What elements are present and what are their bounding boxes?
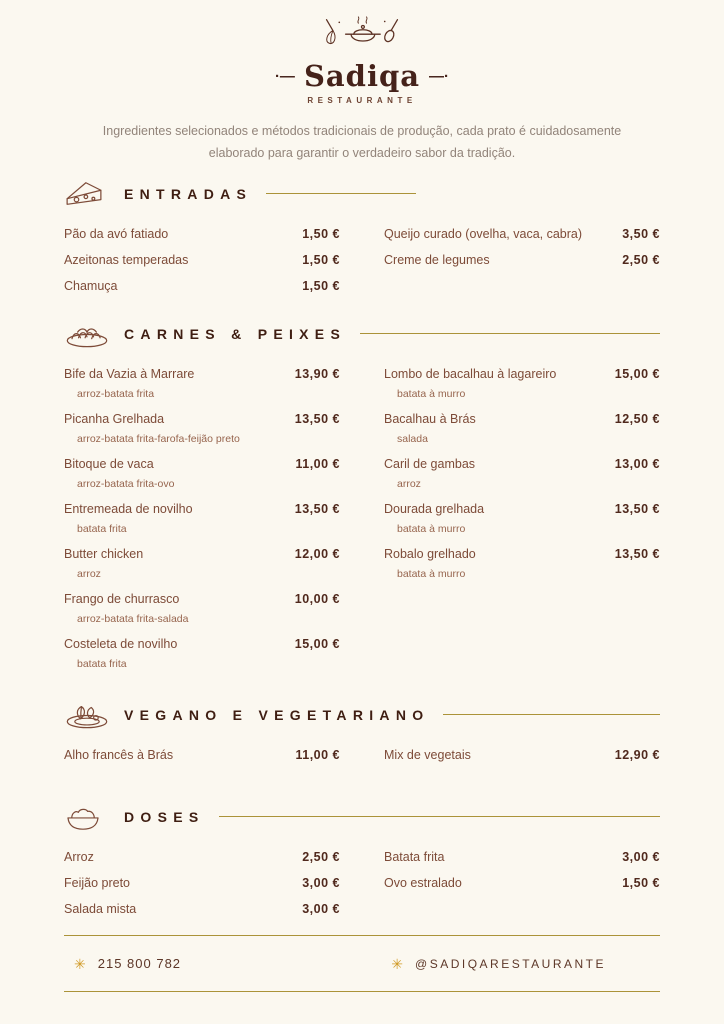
menu-item-name: Lombo de bacalhau à lagareiro (384, 366, 557, 381)
menu-item-description: batata à murro (397, 387, 466, 400)
section-header (64, 802, 660, 832)
menu-item-name: Queijo curado (ovelha, vaca, cabra) (384, 226, 583, 241)
menu-item-row (384, 876, 660, 890)
menu-item-price: 13,90 € (294, 366, 340, 381)
menu-item-name: Mix de vegetais (384, 747, 471, 762)
menu-item-row (384, 850, 660, 864)
menu-column-left (64, 227, 340, 305)
header (64, 14, 660, 165)
menu-item-name: Batata frita (384, 849, 445, 864)
section-columns (64, 748, 660, 774)
tagline: Ingredientes selecionados e métodos tradicionais de produção, cada prato é cuidadosamente elaborado para garantir o verdadeiro sabor da tradição. (102, 124, 622, 160)
menu-item-price: 13,50 € (614, 501, 660, 516)
menu-item-row (64, 367, 340, 381)
menu-item-price: 12,90 € (614, 747, 660, 762)
menu-item-description: arroz-batata frita-farofa-feijão preto (77, 432, 240, 445)
menu-item-name: Costeleta de novilho (64, 636, 178, 651)
menu-item (64, 412, 340, 445)
section-header (64, 179, 660, 209)
section-header (64, 319, 660, 349)
menu-item-price: 11,00 € (295, 456, 340, 471)
menu-item-price: 1,50 € (302, 226, 340, 241)
menu-item-price: 12,00 € (294, 546, 340, 561)
menu-item-description: arroz (77, 567, 101, 580)
instagram-handle (391, 957, 652, 971)
section-columns (64, 367, 660, 682)
menu-item-price: 3,00 € (622, 849, 660, 864)
menu-column-left (64, 748, 340, 774)
menu-section (64, 319, 660, 682)
menu-column-right (384, 227, 660, 305)
section-title: DOSES (124, 808, 205, 825)
menu-item-row (384, 412, 660, 426)
menu-item-description: salada (397, 432, 428, 445)
menu-item-description: batata à murro (397, 522, 466, 535)
menu-item-row (384, 367, 660, 381)
menu-section (64, 700, 660, 774)
menu-item-name: Creme de legumes (384, 252, 490, 267)
menu-item-name: Entremeada de novilho (64, 501, 193, 516)
logo-icon (64, 14, 660, 58)
menu-item (384, 227, 660, 241)
menu-section (64, 179, 660, 305)
footer (64, 935, 660, 992)
menu-item (64, 253, 340, 267)
rice-bowl-icon (64, 802, 112, 832)
section-title: ENTRADAS (124, 185, 253, 202)
menu-column-left (64, 367, 340, 682)
menu-item (64, 457, 340, 490)
menu-item-description: arroz-batata frita-ovo (77, 477, 175, 490)
menu-item (64, 748, 340, 762)
menu-column-left (64, 850, 340, 928)
menu-item-name: Feijão preto (64, 875, 131, 890)
social-handle-text: @SADIQARESTAURANTE (415, 956, 606, 971)
menu-item-row (64, 748, 340, 762)
menu-item-description: arroz (397, 477, 421, 490)
menu-item (64, 902, 340, 916)
menu-item-description: batata frita (77, 657, 127, 670)
section-divider (266, 193, 416, 194)
menu-sections (64, 179, 660, 928)
menu-item-price: 13,50 € (294, 501, 340, 516)
brand-name: Sadiqa (303, 59, 421, 93)
menu-item-price: 13,50 € (294, 411, 340, 426)
menu-item (384, 253, 660, 267)
menu-item (384, 457, 660, 490)
menu-item-price: 13,00 € (614, 456, 660, 471)
menu-item-row (384, 457, 660, 471)
section-divider (360, 333, 660, 334)
menu-item-name: Picanha Grelhada (64, 411, 165, 426)
menu-item-description: batata frita (77, 522, 127, 535)
menu-item-price: 15,00 € (614, 366, 660, 381)
menu-item-row (64, 502, 340, 516)
menu-item-name: Frango de churrasco (64, 591, 180, 606)
menu-item-name: Dourada grelhada (384, 501, 485, 516)
menu-item-price: 12,50 € (614, 411, 660, 426)
menu-item-name: Alho francês à Brás (64, 747, 174, 762)
veggie-plate-icon (64, 700, 112, 730)
menu-item-description: arroz-batata frita (77, 387, 155, 400)
menu-item-row (64, 227, 340, 241)
menu-item-price: 3,00 € (302, 875, 340, 890)
menu-item-price: 1,50 € (302, 278, 340, 293)
menu-item (384, 367, 660, 400)
menu-item-row (384, 748, 660, 762)
section-columns (64, 850, 660, 928)
menu-item-row (64, 876, 340, 890)
menu-item-name: Arroz (64, 849, 94, 864)
menu-item-name: Salada mista (64, 901, 137, 916)
menu-item-price: 3,00 € (302, 901, 340, 916)
menu-item-row (64, 412, 340, 426)
menu-item-name: Bife da Vazia à Marrare (64, 366, 195, 381)
menu-item-price: 11,00 € (295, 747, 340, 762)
menu-item (64, 367, 340, 400)
section-header (64, 700, 660, 730)
menu-item-row (64, 279, 340, 293)
menu-item-row (64, 902, 340, 916)
menu-item (64, 279, 340, 293)
menu-item-price: 1,50 € (622, 875, 660, 890)
menu-item-price: 10,00 € (294, 591, 340, 606)
menu-item (384, 876, 660, 890)
menu-item-row (384, 547, 660, 561)
menu-item (64, 637, 340, 670)
menu-item-row (384, 253, 660, 267)
menu-item-name: Robalo grelhado (384, 546, 476, 561)
section-title: CARNES & PEIXES (124, 325, 347, 342)
cheese-icon (64, 179, 112, 209)
menu-item-row (384, 502, 660, 516)
menu-item (64, 850, 340, 864)
menu-item-row (64, 637, 340, 651)
menu-item-name: Pão da avó fatiado (64, 226, 169, 241)
menu-item-name: Butter chicken (64, 546, 144, 561)
menu-item (384, 412, 660, 445)
menu-item-row (64, 850, 340, 864)
brand-flourish-right: —· (429, 67, 450, 85)
menu-item-description: arroz-batata frita-salada (77, 612, 189, 625)
menu-item-price: 2,50 € (302, 849, 340, 864)
brand-flourish-left: ·— (274, 67, 295, 85)
menu-item (64, 547, 340, 580)
brand-row (64, 59, 660, 93)
menu-item-price: 15,00 € (294, 636, 340, 651)
brand-subtitle: RESTAURANTE (307, 96, 417, 105)
menu-item (64, 227, 340, 241)
menu-item-name: Bitoque de vaca (64, 456, 154, 471)
menu-item (64, 502, 340, 535)
menu-item (384, 547, 660, 580)
phone-contact (74, 956, 181, 971)
menu-item-name: Azeitonas temperadas (64, 252, 189, 267)
section-title: VEGANO E VEGETARIANO (124, 706, 430, 723)
menu-column-right (384, 850, 660, 928)
menu-item-row (64, 457, 340, 471)
menu-item-row (64, 592, 340, 606)
menu-item-price: 3,50 € (622, 226, 660, 241)
section-divider (443, 714, 660, 715)
star-icon: ✳ (391, 955, 404, 972)
menu-item-price: 1,50 € (302, 252, 340, 267)
section-columns (64, 227, 660, 305)
menu-item (384, 502, 660, 535)
menu-item (64, 876, 340, 890)
menu-item (64, 592, 340, 625)
menu-item-name: Chamuça (64, 278, 118, 293)
menu-item-name: Ovo estralado (384, 875, 462, 890)
menu-column-right (384, 748, 660, 774)
menu-item-price: 13,50 € (614, 546, 660, 561)
menu-section (64, 802, 660, 928)
menu-item-description: batata à murro (397, 567, 466, 580)
spaghetti-plate-icon (64, 319, 112, 349)
phone-number: 215 800 782 (97, 956, 182, 971)
menu-item-row (64, 547, 340, 561)
menu-item-name: Bacalhau à Brás (384, 411, 476, 426)
menu-item-name: Caril de gambas (384, 456, 476, 471)
menu-item (384, 850, 660, 864)
menu-item-row (64, 253, 340, 267)
menu-item-row (384, 227, 660, 241)
section-divider (219, 816, 660, 817)
menu-column-right (384, 367, 660, 682)
menu-item (384, 748, 660, 762)
star-icon: ✳ (74, 955, 86, 972)
menu-item-price: 2,50 € (622, 252, 660, 267)
